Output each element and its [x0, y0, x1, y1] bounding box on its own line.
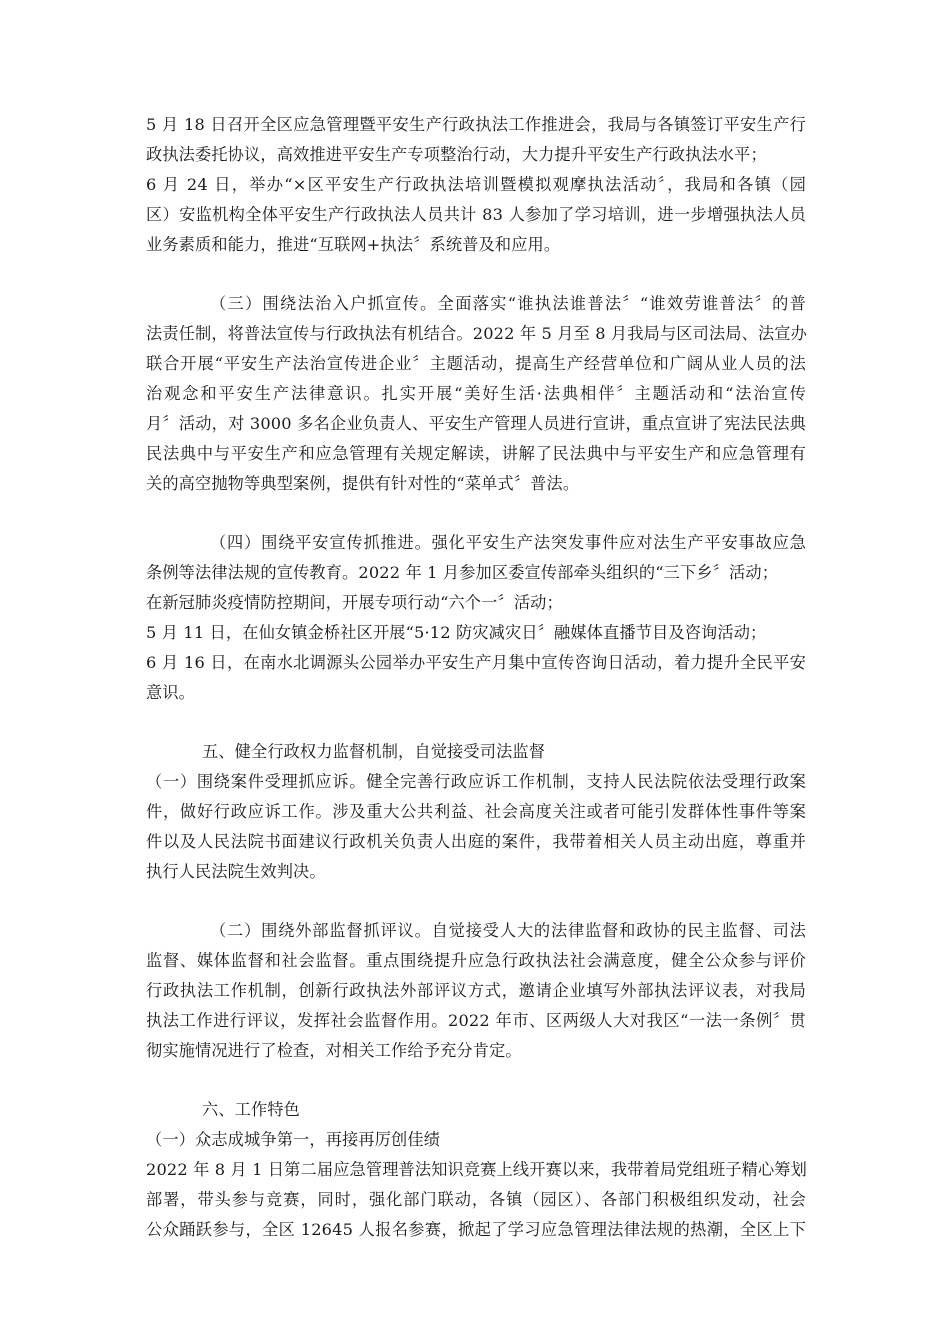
text-line: 2022 年 8 月 1 日第二届应急管理普法知识竞赛上线开赛以来，我带着局党组班子精心筹划: [146, 1160, 807, 1179]
text-line: 6 月 16 日，在南水北调源头公园举办平安生产月集中宣传咨询日活动，着力提升全民平安: [146, 653, 806, 672]
paragraph-external-supervision: [146, 916, 806, 1066]
paragraph-spacer: [146, 499, 806, 528]
section-heading: 五、健全行政权力监督机制，自觉接受司法监督: [202, 742, 546, 761]
text-line: 部署，带头参与竞赛，同时，强化部门联动，各镇（园区）、各部门积极组织发动，社会: [146, 1190, 806, 1209]
text-line: 行政执法工作机制，创新行政执法外部评议方式，邀请企业填写外部执法评议表，对我局: [146, 981, 806, 1000]
section-heading: 六、工作特色: [202, 1100, 301, 1119]
text-line: 监督、媒体监督和社会监督。重点围绕提升应急行政执法社会满意度，健全公众参与评价: [146, 951, 806, 970]
text-line: 5 月 11 日，在仙女镇金桥社区开展“5·12 防灾减灾日〞融媒体直播节目及咨询活动；: [146, 623, 767, 642]
text-line: 件以及人民法院书面建议行政机关负责人出庭的案件，我带着相关人员主动出庭，尊重并: [146, 832, 806, 851]
paragraph-spacer: [146, 708, 806, 737]
text-line: 5 月 18 日召开全区应急管理暨平安生产行政执法工作推进会，我局与各镇签订平安生产行: [146, 115, 806, 134]
paragraph-spacer: [146, 260, 806, 289]
text-line: 执行人民法院生效判决。: [146, 862, 326, 881]
text-line: 政执法委托协议，高效推进平安生产专项整治行动，大力提升平安生产行政执法水平；: [146, 145, 767, 164]
paragraph-spacer: [146, 1066, 806, 1095]
text-line: 联合开展“平安生产法治宣传进企业〞主题活动，提高生产经营单位和广阔从业人员的法: [146, 354, 806, 373]
text-line: （一）围绕案件受理抓应诉。健全完善行政应诉工作机制，支持人民法院依法受理行政案: [146, 772, 806, 791]
text-line: 件，做好行政应诉工作。涉及重大公共利益、社会高度关注或者可能引发群体性事件等案: [146, 802, 806, 821]
text-line: 区）安监机构全体平安生产行政执法人员共计 83 人参加了学习培训，进一步增强执法人员: [146, 205, 806, 224]
text-line: 法责任制，将普法宣传与行政执法有机结合。2022 年 5 月至 8 月我局与区司法局、法宣办: [146, 324, 807, 343]
paragraph-safety-publicity: [146, 528, 806, 708]
section-five: [146, 737, 806, 887]
text-line: （四）围绕平安宣传抓推进。强化平安生产法突发事件应对法生产平安事故应急: [210, 533, 806, 552]
paragraph-law-enforcement: [146, 110, 806, 260]
subsection-heading: （一）众志成城争第一，再接再厉创佳绩: [146, 1130, 441, 1149]
text-line: 意识。: [146, 683, 196, 702]
section-six: [146, 1095, 806, 1245]
text-line: （三）围绕法治入户抓宣传。全面落实“谁执法谁普法〞“谁效劳谁普法〞的普: [210, 294, 806, 313]
text-line: 条例等法律法规的宣传教育。2022 年 1 月参加区委宣传部牵头组织的“三下乡〞活动；: [146, 563, 779, 582]
document-page: [146, 110, 806, 1245]
text-line: 公众踊跃参与，全区 12645 人报名参赛，掀起了学习应急管理法律法规的热潮，全区上下: [146, 1220, 806, 1239]
text-line: （二）围绕外部监督抓评议。自觉接受人大的法律监督和政协的民主监督、司法: [210, 921, 806, 940]
text-line: 在新冠肺炎疫情防控期间，开展专项行动“六个一〞活动；: [146, 593, 563, 612]
text-line: 关的高空抛物等典型案例，提供有针对性的“菜单式〞普法。: [146, 474, 580, 493]
text-line: 6 月 24 日，举办“×区平安生产行政执法培训暨模拟观摩执法活动〞，我局和各镇（园: [146, 175, 806, 194]
text-line: 月〞活动，对 3000 多名企业负责人、平安生产管理人员进行宣讲，重点宣讲了宪法民法典: [146, 414, 806, 433]
text-line: 治观念和平安生产法律意识。扎实开展“美好生活·法典相伴〞主题活动和“法治宣传: [146, 384, 806, 403]
text-line: 彻实施情况进行了检查，对相关工作给予充分肯定。: [146, 1041, 522, 1060]
paragraph-spacer: [146, 887, 806, 916]
text-line: 执法工作进行评议，发挥社会监督作用。2022 年市、区两级人大对我区“一法一条例〞贯: [146, 1011, 806, 1030]
text-line: 民法典中与平安生产和应急管理有关规定解读，讲解了民法典中与平安生产和应急管理有: [146, 444, 806, 463]
text-line: 业务素质和能力，推进“互联网+执法〞系统普及和应用。: [146, 235, 561, 254]
paragraph-legal-publicity: [146, 289, 806, 499]
